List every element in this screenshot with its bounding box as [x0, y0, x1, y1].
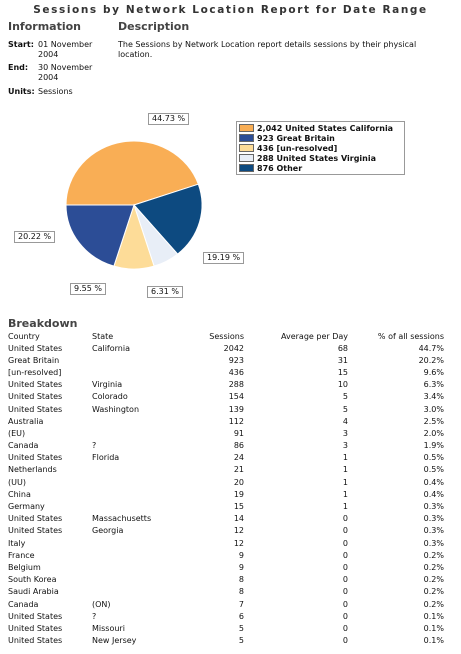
table-row [8, 415, 444, 427]
cell-avg-per-day: 1 [342, 453, 348, 463]
cell-sessions: 21 [233, 465, 244, 475]
cell-country: (UU) [8, 477, 26, 487]
table-row [8, 476, 444, 488]
information-heading: Information [8, 20, 81, 33]
start-row [8, 40, 98, 60]
cell-sessions: 9 [238, 562, 244, 572]
table-row [8, 635, 444, 647]
table-row [8, 610, 444, 622]
cell-avg-per-day: 0 [342, 575, 348, 585]
cell-state: Georgia [92, 526, 124, 536]
legend-swatch [239, 144, 254, 152]
cell-country: United States [8, 380, 63, 390]
start-value: 01 November 2004 [38, 40, 93, 59]
cell-country: Netherlands [8, 465, 57, 475]
cell-state [92, 464, 196, 476]
table-row [8, 354, 444, 366]
legend-label: 2,042 United States California [257, 123, 394, 133]
cell-sessions: 20 [233, 477, 244, 487]
pct-label-unresolved: 9.55 % [70, 283, 106, 295]
end-label: End: [8, 63, 29, 72]
cell-country: United States [8, 611, 63, 621]
cell-avg-per-day: 0 [342, 611, 348, 621]
col-state: State [92, 331, 114, 341]
cell-avg-per-day: 68 [337, 343, 348, 353]
cell-sessions: 91 [233, 428, 244, 438]
cell-sessions: 12 [233, 538, 244, 548]
table-row [8, 537, 444, 549]
cell-country: France [8, 550, 35, 560]
table-header-row [8, 330, 444, 342]
cell-pct: 0.3% [423, 526, 444, 536]
units-value: Sessions [38, 87, 73, 96]
cell-sessions: 436 [228, 367, 244, 377]
cell-pct: 0.1% [423, 636, 444, 646]
cell-avg-per-day: 1 [342, 489, 348, 499]
cell-country: Canada [8, 441, 39, 451]
cell-avg-per-day: 3 [342, 441, 348, 451]
col-pct-sessions: % of all sessions [377, 331, 444, 341]
legend-swatch [239, 134, 254, 142]
table-row [8, 574, 444, 586]
cell-avg-per-day: 0 [342, 587, 348, 597]
cell-sessions: 2042 [223, 343, 244, 353]
legend-label: 923 Great Britain [257, 133, 335, 143]
table-row [8, 342, 444, 354]
cell-state: California [92, 343, 130, 353]
cell-country: United States [8, 453, 63, 463]
cell-sessions: 139 [228, 404, 244, 414]
legend-label: 876 Other [257, 163, 303, 173]
cell-country: South Korea [8, 575, 57, 585]
cell-state: Missouri [92, 623, 125, 633]
cell-country: United States [8, 392, 63, 402]
pct-label-california: 44.73 % [148, 113, 189, 125]
table-row [8, 403, 444, 415]
cell-sessions: 86 [233, 441, 244, 451]
col-country: Country [8, 331, 40, 341]
cell-pct: 6.3% [423, 380, 444, 390]
cell-country: United States [8, 526, 63, 536]
table-row [8, 464, 444, 476]
cell-avg-per-day: 0 [342, 526, 348, 536]
cell-state [92, 427, 196, 439]
cell-pct: 2.0% [423, 428, 444, 438]
cell-pct: 0.4% [423, 489, 444, 499]
legend-swatch [239, 154, 254, 162]
cell-pct: 0.3% [423, 538, 444, 548]
cell-pct: 0.2% [423, 550, 444, 560]
cell-state [92, 574, 196, 586]
cell-pct: 0.5% [423, 465, 444, 475]
cell-state: Virginia [92, 380, 123, 390]
cell-sessions: 288 [228, 380, 244, 390]
cell-sessions: 112 [228, 416, 244, 426]
cell-pct: 44.7% [418, 343, 444, 353]
cell-avg-per-day: 1 [342, 477, 348, 487]
table-row [8, 622, 444, 634]
cell-state [92, 586, 196, 598]
cell-country: Great Britain [8, 355, 60, 365]
cell-avg-per-day: 10 [337, 380, 348, 390]
pct-label-other: 19.19 % [203, 252, 244, 264]
legend-label: 288 United States Virginia [257, 153, 377, 163]
legend-swatch [239, 124, 254, 132]
pct-label-virginia: 6.31 % [147, 286, 183, 298]
col-sessions: Sessions [209, 331, 244, 341]
cell-sessions: 6 [238, 611, 244, 621]
cell-country: United States [8, 623, 63, 633]
cell-avg-per-day: 0 [342, 623, 348, 633]
cell-pct: 0.1% [423, 611, 444, 621]
cell-state [92, 476, 196, 488]
cell-sessions: 8 [238, 575, 244, 585]
cell-country: Canada [8, 599, 39, 609]
legend-item [239, 153, 402, 163]
table-row [8, 549, 444, 561]
table-row [8, 427, 444, 439]
cell-pct: 1.9% [423, 441, 444, 451]
cell-avg-per-day: 15 [337, 367, 348, 377]
table-row [8, 598, 444, 610]
cell-sessions: 154 [228, 392, 244, 402]
table-row [8, 513, 444, 525]
cell-country: China [8, 489, 31, 499]
table-row [8, 452, 444, 464]
cell-pct: 0.3% [423, 502, 444, 512]
cell-pct: 9.6% [423, 367, 444, 377]
cell-pct: 3.0% [423, 404, 444, 414]
units-row [8, 87, 98, 97]
table-row [8, 488, 444, 500]
cell-country: Italy [8, 538, 26, 548]
cell-pct: 0.2% [423, 562, 444, 572]
cell-country: Australia [8, 416, 44, 426]
cell-country: United States [8, 514, 63, 524]
cell-pct: 20.2% [418, 355, 444, 365]
legend-label: 436 [un-resolved] [257, 143, 338, 153]
cell-avg-per-day: 31 [337, 355, 348, 365]
cell-avg-per-day: 1 [342, 502, 348, 512]
cell-avg-per-day: 5 [342, 392, 348, 402]
pie-chart [0, 105, 236, 305]
legend-item [239, 123, 402, 133]
cell-sessions: 24 [233, 453, 244, 463]
cell-state [92, 488, 196, 500]
cell-sessions: 7 [238, 599, 244, 609]
description-text: The Sessions by Network Location report details sessions by their physical location. [118, 40, 417, 59]
legend-item [239, 133, 402, 143]
cell-sessions: 8 [238, 587, 244, 597]
cell-avg-per-day: 0 [342, 599, 348, 609]
cell-avg-per-day: 1 [342, 465, 348, 475]
cell-state: (ON) [92, 599, 111, 609]
cell-sessions: 9 [238, 550, 244, 560]
cell-state [92, 366, 196, 378]
cell-country: Germany [8, 502, 45, 512]
breakdown-table [8, 330, 444, 647]
chart-legend [236, 121, 405, 175]
cell-state [92, 354, 196, 366]
cell-country: Saudi Arabia [8, 587, 59, 597]
cell-state: Florida [92, 453, 120, 463]
cell-avg-per-day: 0 [342, 636, 348, 646]
cell-avg-per-day: 0 [342, 550, 348, 560]
start-label: Start: [8, 40, 34, 49]
table-row [8, 525, 444, 537]
breakdown-heading: Breakdown [8, 317, 78, 330]
cell-sessions: 5 [238, 623, 244, 633]
cell-pct: 0.3% [423, 514, 444, 524]
cell-state: Massachusetts [92, 514, 152, 524]
cell-country: Belgium [8, 562, 41, 572]
table-row [8, 500, 444, 512]
cell-avg-per-day: 0 [342, 538, 348, 548]
cell-state: Colorado [92, 392, 128, 402]
report-title: Sessions by Network Location Report for Date Range [33, 4, 428, 16]
cell-pct: 0.4% [423, 477, 444, 487]
cell-state [92, 537, 196, 549]
cell-pct: 0.2% [423, 587, 444, 597]
cell-country: [un-resolved] [8, 367, 62, 377]
end-row [8, 63, 98, 83]
cell-country: United States [8, 343, 63, 353]
cell-sessions: 12 [233, 526, 244, 536]
pct-label-great-britain: 20.22 % [14, 231, 55, 243]
cell-sessions: 19 [233, 489, 244, 499]
cell-avg-per-day: 3 [342, 428, 348, 438]
cell-country: United States [8, 636, 63, 646]
cell-pct: 2.5% [423, 416, 444, 426]
cell-state [92, 415, 196, 427]
cell-state [92, 549, 196, 561]
description-heading: Description [118, 20, 190, 33]
cell-sessions: 14 [233, 514, 244, 524]
table-row [8, 366, 444, 378]
cell-pct: 0.2% [423, 575, 444, 585]
cell-avg-per-day: 0 [342, 514, 348, 524]
cell-avg-per-day: 5 [342, 404, 348, 414]
table-row [8, 440, 444, 452]
cell-avg-per-day: 4 [342, 416, 348, 426]
cell-pct: 3.4% [423, 392, 444, 402]
table-row [8, 586, 444, 598]
cell-country: (EU) [8, 428, 26, 438]
legend-item [239, 143, 402, 153]
units-label: Units: [8, 87, 35, 96]
cell-state [92, 500, 196, 512]
legend-item [239, 163, 402, 173]
cell-state [92, 561, 196, 573]
cell-pct: 0.5% [423, 453, 444, 463]
table-row [8, 561, 444, 573]
cell-state: Washington [92, 404, 140, 414]
cell-state: ? [92, 611, 97, 621]
cell-pct: 0.2% [423, 599, 444, 609]
cell-avg-per-day: 0 [342, 562, 348, 572]
cell-state: ? [92, 441, 97, 451]
end-value: 30 November 2004 [38, 63, 93, 82]
cell-sessions: 15 [233, 502, 244, 512]
table-row [8, 391, 444, 403]
cell-pct: 0.1% [423, 623, 444, 633]
cell-sessions: 923 [228, 355, 244, 365]
cell-country: United States [8, 404, 63, 414]
table-row [8, 379, 444, 391]
col-avg-per-day: Average per Day [280, 331, 348, 341]
cell-sessions: 5 [238, 636, 244, 646]
cell-state: New Jersey [92, 636, 137, 646]
legend-swatch [239, 164, 254, 172]
